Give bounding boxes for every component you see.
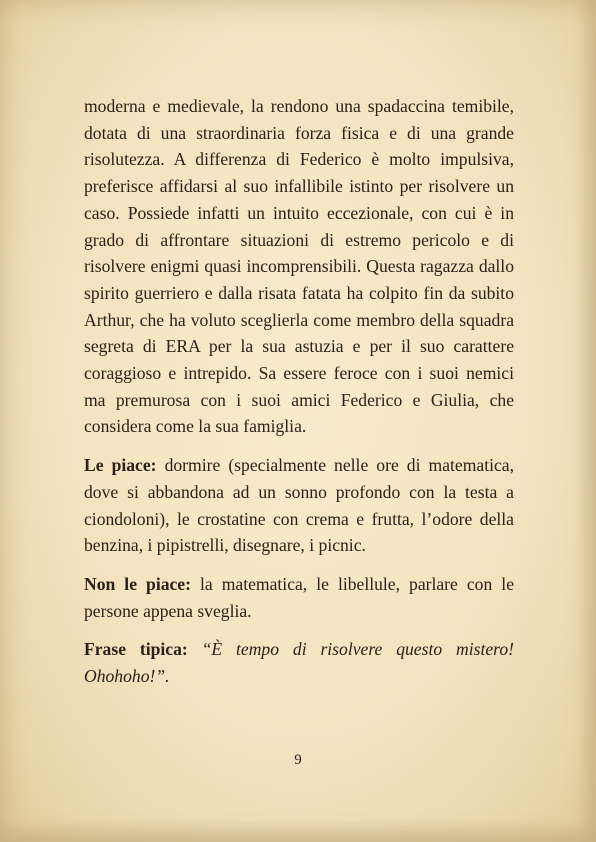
character-description: moderna e medievale, la rendono una spadaccina temibile, dotata di una straordinaria forza fisica e di una grande risolutezza. A differenza di Federico è molto impulsiva, preferisce affidarsi al suo infallibile istinto per risolvere un caso. Possiede infatti un intuito eccezionale, con cui è in grado di affrontare situazioni di estremo pericolo e di risolvere enigmi quasi incomprensibili. Questa ragazza dallo spirito guerriero e dalla risata fatata ha colpito fin da subito Arthur, che ha voluto sceglierla come membro della squadra segreta di ERA per la sua astuzia e per il suo carattere coraggioso e intrepido. Sa essere feroce con i suoi nemici ma premurosa con i suoi amici Federico e Giulia, che considera come la sua famiglia.	[84, 96, 514, 437]
typical-phrase-paragraph	[84, 636, 514, 689]
page-number: 9	[294, 752, 302, 768]
dislikes-label: Non le piace:	[84, 573, 191, 594]
typical-phrase-quote: “È tempo di risolvere questo mistero! Ohohoho!”.	[84, 639, 514, 687]
page-edge-bottom	[0, 820, 596, 842]
likes-text: dormire (specialmente nelle ore di matematica, dove si abbandona ad un sonno profondo con la testa a ciondoloni), le crostatine con crema e frutta, l’odore della benzina, i pipistrelli, disegnare, i picnic.	[84, 455, 514, 556]
typical-phrase-label: Frase tipica:	[84, 639, 188, 660]
dislikes-text: la matematica, le libellule, parlare con le persone appena sveglia.	[84, 573, 514, 621]
page-edge-right	[578, 0, 596, 842]
likes-paragraph	[84, 452, 514, 559]
page-body	[84, 93, 514, 702]
likes-label: Le piace:	[84, 455, 157, 476]
dislikes-paragraph	[84, 571, 514, 624]
